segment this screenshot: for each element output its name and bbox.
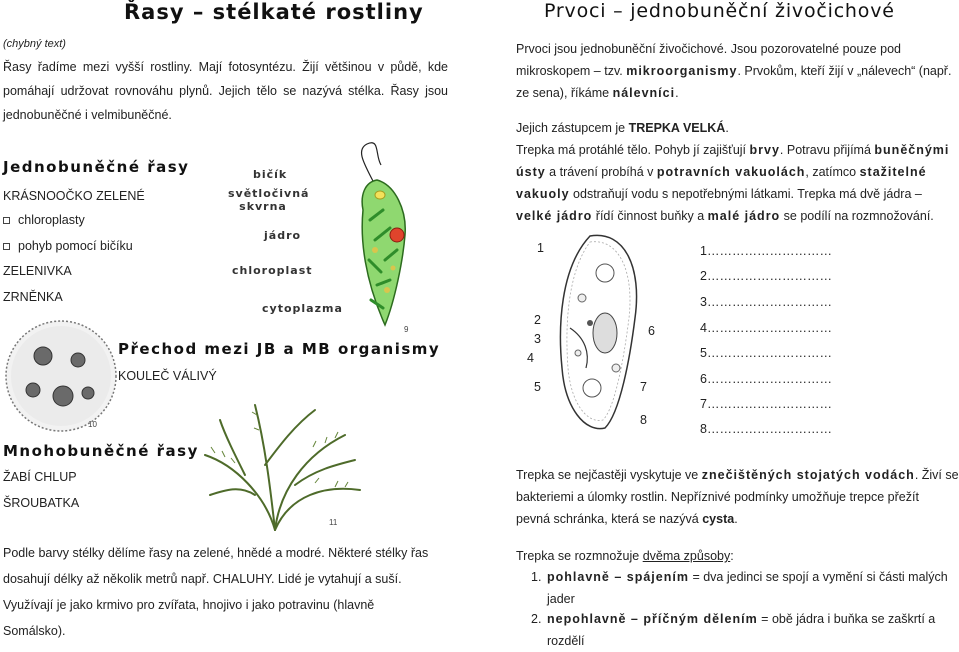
p1-bold: mikroorganismy xyxy=(626,64,738,78)
right-title: Prvoci – jednobuněční živočichové xyxy=(544,0,895,22)
answer-line-5[interactable]: 5………………………… xyxy=(700,346,832,360)
paramecium-diagram xyxy=(550,228,650,438)
bullet-flagellum xyxy=(3,239,133,253)
label-chloroplast: chloroplast xyxy=(232,264,313,277)
multicellular-algae-heading: Mnohobuněčné řasy xyxy=(3,442,199,460)
koulec-label: KOULEČ VÁLIVÝ xyxy=(118,369,217,383)
p2-bold: potravních vakuolách xyxy=(656,165,806,179)
repro1-line-2: jader xyxy=(547,592,575,606)
p3-bold: znečištěných stojatých vodách xyxy=(701,468,915,482)
outro-line-3: Využívají je jako krmivo pro zvířata, hnojivo i jako potravinu (hlavně xyxy=(3,598,375,612)
bullet-square-icon xyxy=(3,243,10,250)
diagram-num-4: 4 xyxy=(527,351,534,365)
outro-line-4: Somálsko). xyxy=(3,624,66,638)
zabi-chlup-label: ŽABÍ CHLUP xyxy=(3,470,77,484)
euglena-illustration xyxy=(335,140,425,335)
repro2-line-2: rozdělí xyxy=(547,634,585,648)
diagram-num-1: 1 xyxy=(537,241,544,255)
wrong-text-note: (chybný text) xyxy=(3,38,66,50)
p2-text: Trepka má protáhlé tělo. Pohyb jí zajišťují xyxy=(516,143,750,157)
diagram-num-2: 2 xyxy=(534,313,541,327)
p2-bold: stažitelné xyxy=(859,165,927,179)
diagram-num-8: 8 xyxy=(640,413,647,427)
answer-line-3[interactable]: 3………………………… xyxy=(700,295,832,309)
repro2-bold: nepohlavně – příčným dělením xyxy=(547,612,758,626)
volvox-illustration xyxy=(3,318,118,433)
reproduction-item-1 xyxy=(531,566,956,610)
p2-text: se podílí na rozmnožování. xyxy=(780,209,934,223)
algae-outro-paragraph xyxy=(3,540,448,644)
p3-text: pevná schránka, která se nazývá xyxy=(516,512,703,526)
label-eyespot xyxy=(228,187,310,213)
reproduction-intro xyxy=(516,545,734,567)
repro1-bold: pohlavně – spájením xyxy=(547,570,689,584)
left-title: Řasy – stélkaté rostliny xyxy=(124,0,424,24)
reproduction-item-2 xyxy=(531,608,956,652)
p2-text: , zatímco xyxy=(805,165,860,179)
habitat-paragraph xyxy=(516,464,959,530)
rep-name: TREPKA VELKÁ xyxy=(628,121,726,135)
list-marker: 2. xyxy=(531,612,542,626)
transition-heading: Přechod mezi JB a MB organismy xyxy=(118,340,441,358)
krasnoocko-label: KRÁSNOOČKO ZELENÉ xyxy=(3,189,145,203)
figure-10-number: 10 xyxy=(88,420,97,429)
label-nucleus: jádro xyxy=(264,229,302,242)
figure-9-number: 9 xyxy=(404,325,409,334)
paramecium-description xyxy=(516,139,956,227)
diagram-num-7: 7 xyxy=(640,380,647,394)
unicellular-algae-heading: Jednobuněčné řasy xyxy=(3,158,190,176)
p2-bold: velké jádro xyxy=(516,209,593,223)
p3-text: . xyxy=(734,512,738,526)
label-flagellum: bičík xyxy=(253,168,288,181)
intro-line-2: mikroskopem – tzv. mikroorganismy. Prvokům, kteří žijí v „nálevech“ (např. xyxy=(516,64,952,78)
bullet-chloroplasts xyxy=(3,213,85,227)
repro2-text: = obě jádra i buňka se zaškrtí a xyxy=(757,612,936,626)
outro-line-1: Podle barvy stélky dělíme řasy na zelené, hnědé a modré. Některé stélky řas xyxy=(3,546,429,560)
answer-line-6[interactable]: 6………………………… xyxy=(700,372,832,386)
p3-text: Trepka se nejčastěji vyskytuje ve xyxy=(516,468,702,482)
representative-line xyxy=(516,117,729,139)
p2-bold: brvy xyxy=(749,143,780,157)
answer-line-4[interactable]: 4………………………… xyxy=(700,321,832,335)
answer-line-1[interactable]: 1………………………… xyxy=(700,244,832,258)
diagram-num-5: 5 xyxy=(534,380,541,394)
diagram-num-3: 3 xyxy=(534,332,541,346)
p2-bold: buněčnými xyxy=(874,143,950,157)
protozoa-intro-paragraph xyxy=(516,38,956,104)
p2-text: a trávení probíhá v xyxy=(545,165,657,179)
bullet-text: pohyb pomocí bičíku xyxy=(18,239,133,253)
zrnenka-label: ZRNĚNKA xyxy=(3,290,63,304)
p2-bold: malé jádro xyxy=(707,209,781,223)
label-eyespot-line2: skvrna xyxy=(239,200,287,213)
bullet-text: chloroplasty xyxy=(18,213,85,227)
p2-text: . Potravu přijímá xyxy=(779,143,875,157)
p3-line-2: bakteriemi a úlomky rostlin. Nepříznivé podmínky umožňuje trepce přežít xyxy=(516,490,919,504)
p2-text: řídí činnost buňky a xyxy=(592,209,708,223)
zelenivka-label: ZELENIVKA xyxy=(3,264,72,278)
repro-underlined: dvěma způsoby xyxy=(642,549,731,563)
seaweed-illustration xyxy=(195,395,365,535)
p3-bold: cysta xyxy=(702,512,735,526)
p2-bold: ústy xyxy=(516,165,546,179)
p3-text: . Živí se xyxy=(914,468,959,482)
bullet-square-icon xyxy=(3,217,10,224)
p1-bold: nálevníci xyxy=(612,86,676,100)
repro-text: Trepka se rozmnožuje xyxy=(516,549,643,563)
algae-intro-paragraph: Řasy řadíme mezi vyšší rostliny. Mají fotosyntézu. Žijí většinou v půdě, kde pomáhají udržovat rovnováhu plynů. Jejich tělo se nazývá stélka. Řasy jsou jednobuněčné i velmibuněčné. xyxy=(3,60,448,122)
p2-bold: vakuoly xyxy=(516,187,570,201)
label-cytoplasm: cytoplazma xyxy=(262,302,343,315)
diagram-num-6: 6 xyxy=(648,324,655,338)
p2-text: odstraňují vodu s nepotřebnými látkami. Trepka má dvě jádra – xyxy=(569,187,922,201)
answer-line-2[interactable]: 2………………………… xyxy=(700,269,832,283)
repro-text: : xyxy=(730,549,734,563)
intro-line-1: Prvoci jsou jednobuněční živočichové. Jsou pozorovatelné pouze pod xyxy=(516,42,901,56)
outro-line-2: dosahují délky až několik metrů např. CHALUHY. Lidé je vytahují a suší. xyxy=(3,572,402,586)
list-marker: 1. xyxy=(531,570,542,584)
label-eyespot-line1: světločivná xyxy=(228,187,310,200)
answer-line-7[interactable]: 7………………………… xyxy=(700,397,832,411)
rep-prefix: Jejich zástupcem je xyxy=(516,121,629,135)
sroubatka-label: ŠROUBATKA xyxy=(3,496,80,510)
rep-suffix: . xyxy=(725,121,729,135)
repro1-text: = dva jedinci se spojí a vymění si části malých xyxy=(688,570,948,584)
answer-line-8[interactable]: 8………………………… xyxy=(700,422,832,436)
figure-11-number: 11 xyxy=(329,518,338,527)
intro-line-3: ze sena), říkáme nálevníci. xyxy=(516,86,679,100)
